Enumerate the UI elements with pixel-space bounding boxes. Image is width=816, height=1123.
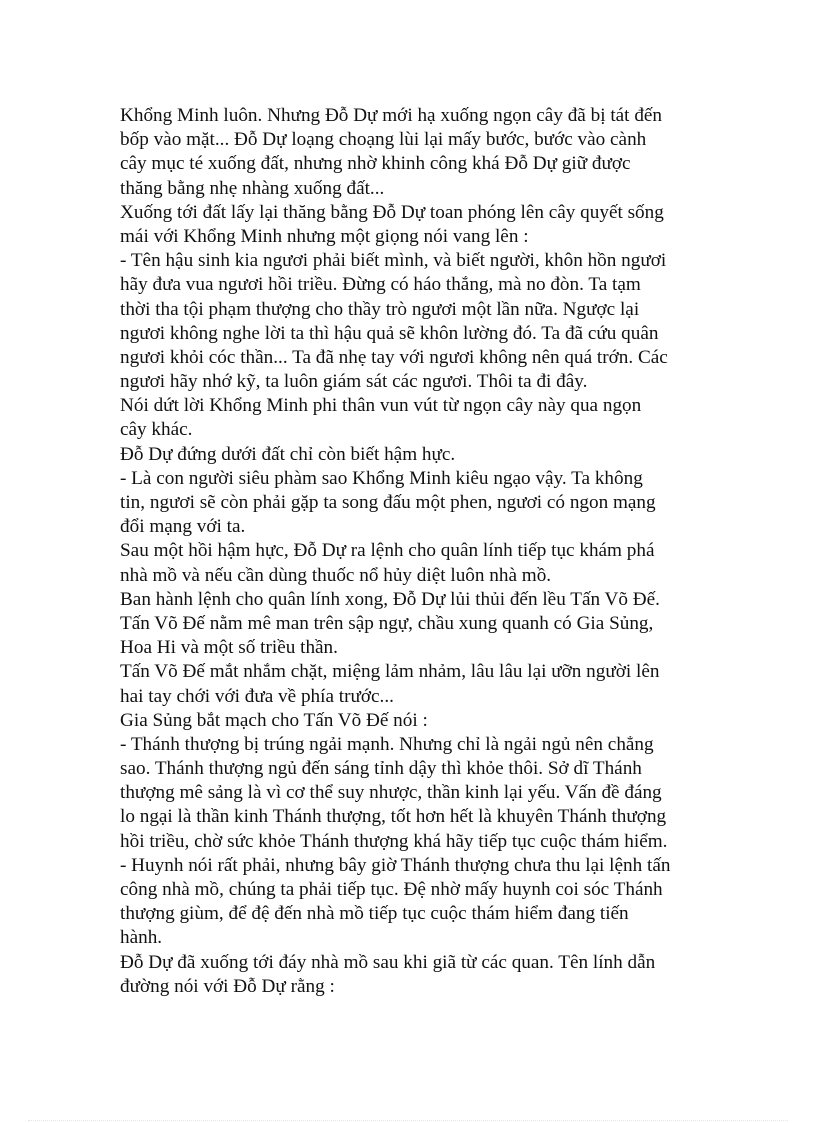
text-line: Xuống tới đất lấy lại thăng bằng Đỗ Dự toan phóng lên cây quyết sống — [120, 201, 664, 223]
text-line: Đỗ Dự đã xuống tới đáy nhà mồ sau khi giã từ các quan. Tên lính dẫn — [120, 951, 656, 973]
text-line: hãy đưa vua ngươi hồi triều. Đừng có háo thắng, mà no đòn. Ta tạm — [120, 274, 641, 296]
text-line: Tấn Võ Đế mắt nhắm chặt, miệng lảm nhảm, lâu lâu lại ưỡn người lên — [120, 661, 660, 683]
text-line: tin, ngươi sẽ còn phải gặp ta song đấu một phen, ngươi có ngon mạng — [120, 492, 656, 513]
text-line: đổi mạng với ta. — [120, 516, 246, 538]
text-line: Sau một hồi hậm hực, Đỗ Dự ra lệnh cho quân lính tiếp tục khám phá — [120, 540, 655, 562]
text-line: cây khác. — [120, 419, 193, 441]
story-text — [120, 104, 720, 999]
text-line: thượng mê sảng là vì cơ thể suy nhược, thần kinh lại yếu. Vấn đề đáng — [120, 782, 662, 804]
text-line: mái với Khổng Minh nhưng một giọng nói vang lên : — [120, 225, 529, 247]
text-line: ngươi hãy nhớ kỹ, ta luôn giám sát các ngươi. Thôi ta đi đây. — [120, 371, 588, 393]
text-line: thời tha tội phạm thượng cho thầy trò ngươi một lần nữa. Ngược lại — [120, 298, 640, 320]
text-line: Tấn Võ Đế nằm mê man trên sập ngự, chầu xung quanh có Gia Sủng, — [120, 612, 654, 634]
text-line: ngươi không nghe lời ta thì hậu quả sẽ khôn lường đó. Ta đã cứu quân — [120, 322, 659, 344]
text-line: - Huynh nói rất phải, nhưng bây giờ Thánh thượng chưa thu lại lệnh tấn — [120, 854, 671, 876]
text-line: Gia Sủng bắt mạch cho Tấn Võ Đế nói : — [120, 709, 428, 731]
text-line: - Thánh thượng bị trúng ngải mạnh. Nhưng chỉ là ngải ngủ nên chẳng — [120, 733, 654, 755]
text-line: thăng bằng nhẹ nhàng xuống đất... — [120, 177, 385, 199]
text-line: - Là con người siêu phàm sao Khổng Minh kiêu ngạo vậy. Ta không — [120, 467, 643, 489]
text-line: nhà mồ và nếu cần dùng thuốc nổ hủy diệt luôn nhà mồ. — [120, 564, 552, 586]
text-line: ngươi khỏi cóc thần... Ta đã nhẹ tay với ngươi không nên quá trớn. Các — [120, 346, 668, 368]
text-line: Đỗ Dự đứng dưới đất chỉ còn biết hậm hực. — [120, 443, 456, 465]
text-line: hồi triều, chờ sức khỏe Thánh thượng khá hãy tiếp tục cuộc thám hiểm. — [120, 830, 668, 852]
text-line: bốp vào mặt... Đỗ Dự loạng choạng lùi lại mấy bước, bước vào cành — [120, 129, 647, 151]
text-line: đường nói với Đỗ Dự rằng : — [120, 975, 335, 997]
text-line: Nói dứt lời Khổng Minh phi thân vun vút từ ngọn cây này qua ngọn — [120, 395, 642, 417]
text-line: công nhà mồ, chúng ta phải tiếp tục. Đệ nhờ mấy huynh coi sóc Thánh — [120, 879, 663, 900]
text-line: Hoa Hi và một số triều thần. — [120, 637, 338, 659]
text-line: Khổng Minh luôn. Nhưng Đỗ Dự mới hạ xuống ngọn cây đã bị tát đến — [120, 105, 663, 126]
text-line: - Tên hậu sinh kia ngươi phải biết mình, và biết người, khôn hồn ngươi — [120, 250, 667, 272]
text-line: cây mục té xuống đất, nhưng nhờ khinh công khá Đỗ Dự giữ được — [120, 153, 631, 175]
text-line: lo ngại là thần kinh Thánh thượng, tốt hơn hết là khuyên Thánh thượng — [120, 806, 667, 828]
text-line: hành. — [120, 927, 163, 949]
text-line: thượng giùm, để đệ đến nhà mồ tiếp tục cuộc thám hiểm đang tiến — [120, 903, 629, 925]
text-line: Ban hành lệnh cho quân lính xong, Đỗ Dự lủi thủi đến lều Tấn Võ Đế. — [120, 588, 660, 610]
text-line: sao. Thánh thượng ngủ đến sáng tỉnh dậy thì khỏe thôi. Sở dĩ Thánh — [120, 758, 642, 780]
text-line: hai tay chới với đưa về phía trước... — [120, 685, 394, 707]
page-bottom-divider — [28, 1120, 788, 1121]
